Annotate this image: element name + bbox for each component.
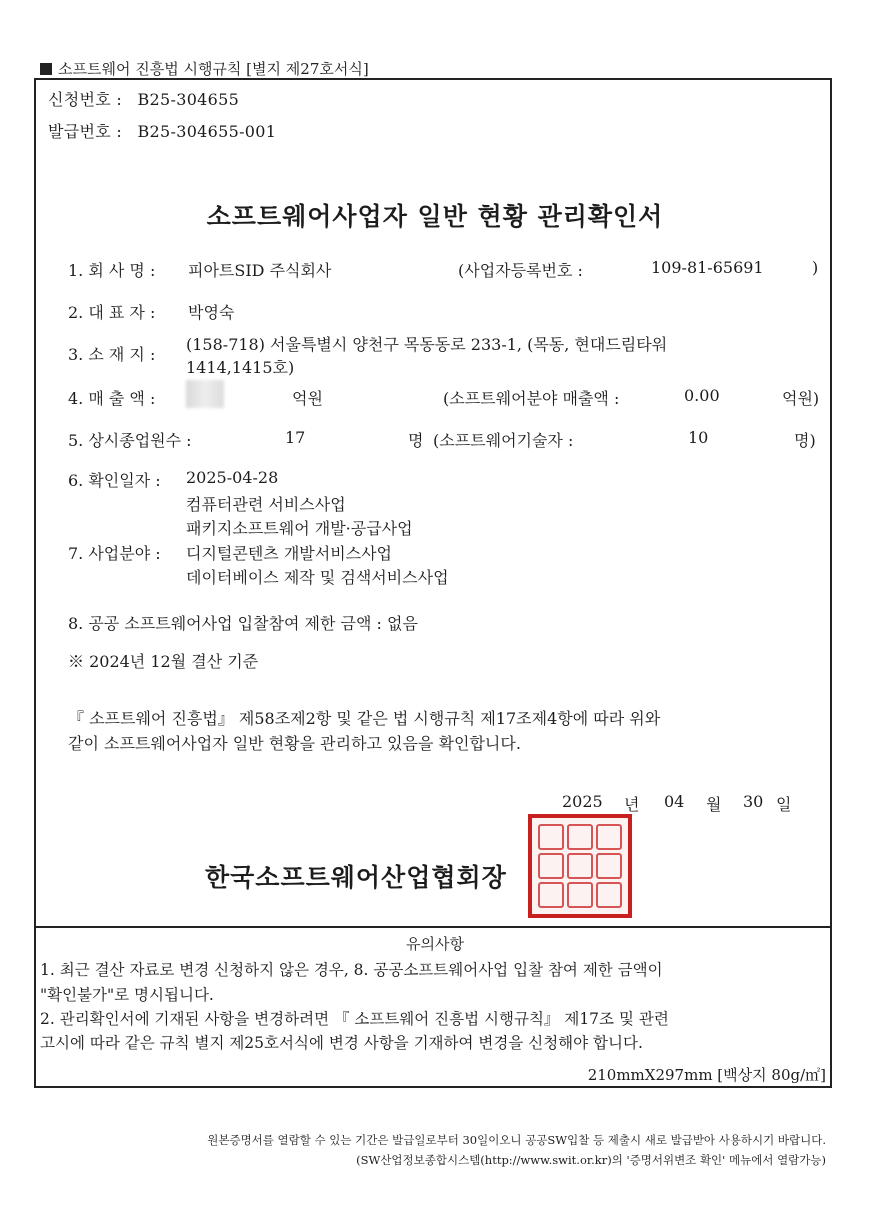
- sw-engineers-label: (소프트웨어기술자 :: [433, 431, 574, 450]
- application-number: [48, 87, 239, 110]
- notes-title: 유의사항: [406, 935, 464, 953]
- settlement-basis: ※ 2024년 12월 결산 기준: [68, 652, 259, 671]
- redacted-sales-value: [186, 380, 224, 408]
- employees-unit: 명: [408, 431, 424, 450]
- notes-divider: [34, 926, 832, 928]
- employees-label: 5. 상시종업원수 :: [68, 431, 192, 450]
- business-reg-close: ): [812, 258, 819, 277]
- business-label: 7. 사업분야 :: [68, 544, 161, 563]
- business-field: 패키지소프트웨어 개발·공급사업: [186, 519, 413, 538]
- issuer-name: 한국소프트웨어산업협회장: [205, 863, 507, 892]
- issue-month: 04: [664, 792, 685, 811]
- business-field: 디지털콘텐츠 개발서비스사업: [186, 544, 393, 563]
- application-number-label: 신청번호 :: [48, 90, 123, 109]
- issue-day: 30: [743, 792, 764, 811]
- confirm-date-value: 2025-04-28: [186, 468, 279, 487]
- issue-year: 2025: [562, 792, 603, 811]
- official-seal-icon: [528, 814, 632, 918]
- form-header: [40, 58, 369, 79]
- business-field: 데이터베이스 제작 및 검색서비스사업: [186, 568, 449, 587]
- sw-engineers-count: 10: [688, 428, 709, 447]
- form-header-text: 소프트웨어 진흥법 시행규칙 [별지 제27호서식]: [58, 60, 369, 78]
- confirm-date-label: 6. 확인일자 :: [68, 471, 161, 490]
- month-suffix: 월: [706, 795, 722, 814]
- sw-engineers-unit: 명): [794, 431, 816, 450]
- sw-sales-unit: 억원): [782, 389, 820, 408]
- year-suffix: 년: [624, 795, 640, 814]
- business-reg-number: 109-81-65691: [651, 258, 764, 277]
- note-line: 2. 관리확인서에 기재된 사항을 변경하려면 『 소프트웨어 진흥법 시행규칙』 제17조 및 관련: [40, 1010, 669, 1028]
- day-suffix: 일: [776, 795, 792, 814]
- business-reg-label: (사업자등록번호 :: [458, 261, 583, 280]
- address-line-1: (158-718) 서울특별시 양천구 목동동로 233-1, (목동, 현대드림타워: [186, 335, 668, 354]
- document-title: 소프트웨어사업자 일반 현황 관리확인서: [206, 202, 664, 231]
- issue-number-label: 발급번호 :: [48, 122, 123, 141]
- issue-number: [48, 119, 276, 142]
- address-line-2: 1414,1415호): [186, 358, 295, 377]
- sw-sales-value: 0.00: [684, 386, 720, 405]
- statement-line-1: 『 소프트웨어 진흥법』 제58조제2항 및 같은 법 시행규칙 제17조제4항에 따라 위와: [68, 709, 661, 728]
- square-bullet-icon: [40, 63, 52, 75]
- note-line: 1. 최근 결산 자료로 변경 신청하지 않은 경우, 8. 공공소프트웨어사업 입찰 참여 제한 금액이: [40, 961, 663, 979]
- representative-label: 2. 대 표 자 :: [68, 303, 156, 322]
- footer-verification: (SW산업정보종합시스템(http://www.swit.or.kr)의 '증명서위변조 확인' 메뉴에서 열람가능): [356, 1153, 826, 1167]
- employees-count: 17: [285, 428, 306, 447]
- sales-label: 4. 매 출 액 :: [68, 389, 156, 408]
- company-name: 피아트SID 주식회사: [188, 261, 332, 280]
- statement-line-2: 같이 소프트웨어사업자 일반 현황을 관리하고 있음을 확인합니다.: [68, 734, 521, 753]
- company-label: 1. 회 사 명 :: [68, 261, 156, 280]
- note-line: "확인불가"로 명시됩니다.: [40, 986, 214, 1004]
- issue-number-value: B25-304655-001: [137, 122, 277, 141]
- address-label: 3. 소 재 지 :: [68, 345, 156, 364]
- sw-sales-label: (소프트웨어분야 매출액 :: [443, 389, 620, 408]
- paper-size: 210mmX297mm [백상지 80g/㎡]: [587, 1066, 826, 1084]
- sales-unit: 억원: [292, 389, 323, 408]
- bid-limit: 8. 공공 소프트웨어사업 입찰참여 제한 금액 : 없음: [68, 614, 418, 633]
- footer-notice: 원본증명서를 열람할 수 있는 기간은 발급일로부터 30일이오니 공공SW입찰 등 제출시 새로 발급받아 사용하시기 바랍니다.: [207, 1133, 826, 1147]
- business-field: 컴퓨터관련 서비스사업: [186, 495, 346, 514]
- representative-name: 박영숙: [188, 303, 235, 322]
- note-line: 고시에 따라 같은 규칙 별지 제25호서식에 변경 사항을 기재하여 변경을 신청해야 합니다.: [40, 1034, 643, 1052]
- application-number-value: B25-304655: [137, 90, 240, 109]
